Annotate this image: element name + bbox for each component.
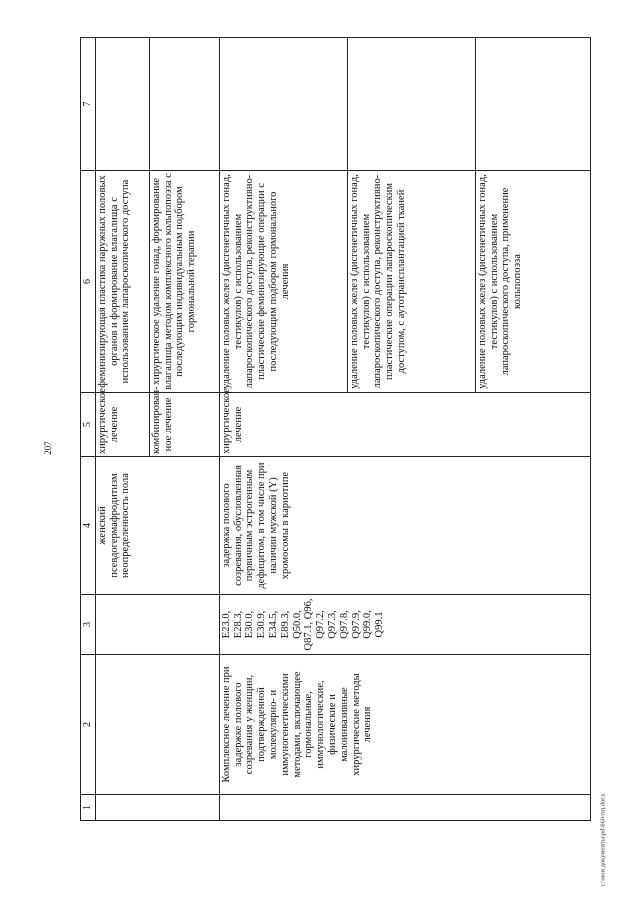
table-cell [95,595,219,655]
column-number: 7 [81,38,96,171]
column-number: 1 [81,795,96,821]
page-number: 207 [43,441,53,455]
table-cell [95,38,149,171]
column-number: 6 [81,171,96,393]
method-cell: удаление половых желез (дисгенетичных гонад, тестикулов) с использованием лапароскопического доступа, реконструктивно-пластические операции лапароскопическим доступом, с аутотрансплантацией тканей [347,171,475,393]
column-number: 5 [81,393,96,457]
diagnosis-cell: женский псевдогермафродитизм неопределенность пола [95,457,219,595]
table-cell [347,38,475,171]
method-cell: удаление половых желез (дисгенетичных гонад, тестикулов) с использованием лапароскопического доступа, реконструктивно-пластические феминизирующие операции с последующим подбором гормонального лечения [219,171,347,393]
rotated-table-frame [80,38,591,821]
treatment-type-cell: комбинирован-ное лечение [149,393,219,457]
treatment-type-cell: хирургическое лечение [95,393,149,457]
treatment-type-cell: хирургическое лечение [219,393,590,457]
method-cell: феминизирующая пластика наружных половых органов и формирование влагалища с использованием лапароскопического доступа [95,171,149,393]
table-cell [475,38,590,171]
method-cell: удаление половых желез (дисгенетичных гонад, тестикулов) с использованием лапароскопического доступа, применение кольпопоэза [475,171,590,393]
method-cell: хирургическое удаление гонад, формирование влагалища методом комплексного кольпопоэза с последующим индивидуальным подбором гормональной терапии [149,171,219,393]
table-row [95,38,149,821]
table-cell [95,795,219,821]
footer-file-path: c:\мои документы\pd\660-пп.docx [599,793,607,887]
table-cell [219,38,347,171]
table-cell [149,38,219,171]
icd-codes-cell: E23.0, E28.3, E30.0, E30.9, E34.5, E89.3, Q50.0, Q87.1, Q96, Q97.2, Q97.3, Q97.8, Q97.9, Q99.0, Q99.1 [219,595,590,655]
services-table [80,37,591,821]
table-cell [219,795,590,821]
diagnosis-cell: задержка полового созревания, обусловленная первичным эстрогенным дефицитом, в том числе при наличии мужской (Y) хромосомы в кариотипе [219,457,590,595]
rotated-table-container [80,38,640,810]
column-number-row [81,38,96,821]
column-number: 2 [81,655,96,795]
table-row [219,38,347,821]
column-number: 3 [81,595,96,655]
service-name-cell: Комплексное лечение при задержке полового созревания у женщин, подтвержденной молекулярно- и иммуногенетическими методами, включающее гормональные, иммунологические, физические и малоинвазивные хирургические методы лечения [219,655,590,795]
table-cell [95,655,219,795]
column-number: 4 [81,457,96,595]
